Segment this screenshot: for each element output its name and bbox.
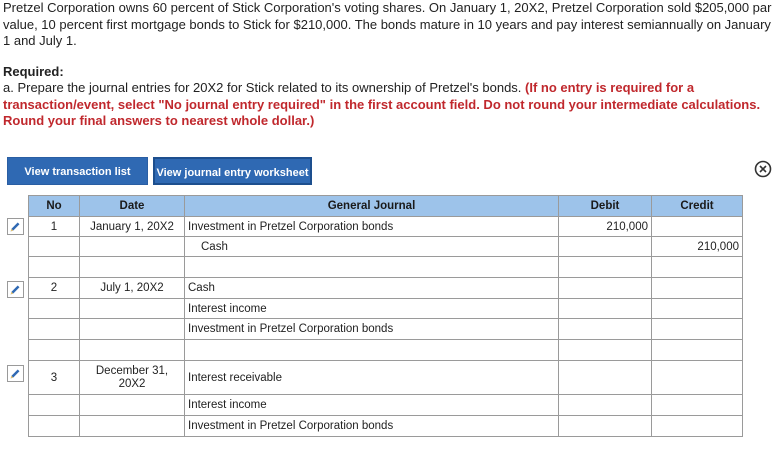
account-cell[interactable] xyxy=(185,257,559,278)
table-row xyxy=(29,361,743,395)
table-row xyxy=(29,217,743,237)
empty-cell xyxy=(29,319,80,340)
table-row xyxy=(29,416,743,437)
empty-cell xyxy=(80,416,185,437)
table-header-row xyxy=(29,196,743,217)
credit-cell[interactable] xyxy=(652,257,743,278)
table-row xyxy=(29,319,743,340)
pencil-icon[interactable] xyxy=(7,218,24,235)
credit-cell[interactable] xyxy=(652,278,743,299)
table-row xyxy=(29,340,743,361)
empty-cell xyxy=(29,237,80,257)
empty-cell xyxy=(80,299,185,319)
debit-cell[interactable] xyxy=(559,299,652,319)
pencil-icon[interactable] xyxy=(7,365,24,382)
table-row xyxy=(29,395,743,416)
entry-no: 2 xyxy=(29,278,80,299)
part-a-text xyxy=(3,80,779,130)
credit-cell[interactable] xyxy=(652,299,743,319)
credit-cell[interactable] xyxy=(652,416,743,437)
entry-date: January 1, 20X2 xyxy=(80,217,185,237)
required-label: Required: xyxy=(3,63,64,79)
credit-cell[interactable]: 210,000 xyxy=(652,237,743,257)
account-cell[interactable]: Investment in Pretzel Corporation bonds xyxy=(185,217,559,237)
part-a-question: a. Prepare the journal entries for 20X2 for Stick related to its ownership of Pretzel's bonds. xyxy=(3,80,522,95)
credit-cell[interactable] xyxy=(652,319,743,340)
account-cell[interactable]: Cash xyxy=(185,278,559,299)
entry-date: December 31, 20X2 xyxy=(80,361,185,395)
empty-cell xyxy=(80,319,185,340)
table-row xyxy=(29,278,743,299)
account-cell[interactable]: Interest income xyxy=(185,395,559,416)
empty-cell xyxy=(29,416,80,437)
account-cell[interactable]: Investment in Pretzel Corporation bonds xyxy=(185,319,559,340)
debit-cell[interactable] xyxy=(559,319,652,340)
credit-cell[interactable] xyxy=(652,217,743,237)
entry-no: 3 xyxy=(29,361,80,395)
account-cell[interactable]: Cash xyxy=(185,237,559,257)
problem-statement xyxy=(3,0,779,130)
empty-cell xyxy=(29,340,80,361)
credit-cell[interactable] xyxy=(652,395,743,416)
empty-cell xyxy=(80,340,185,361)
pencil-icon[interactable] xyxy=(7,281,24,298)
entry-no: 1 xyxy=(29,217,80,237)
view-journal-entry-worksheet-button[interactable]: View journal entry worksheet xyxy=(153,157,312,185)
general-journal-table xyxy=(28,195,743,437)
account-cell[interactable]: Investment in Pretzel Corporation bonds xyxy=(185,416,559,437)
view-transaction-list-button[interactable]: View transaction list xyxy=(7,157,148,185)
debit-cell[interactable] xyxy=(559,278,652,299)
table-row xyxy=(29,299,743,319)
debit-cell[interactable] xyxy=(559,395,652,416)
empty-cell xyxy=(29,257,80,278)
empty-cell xyxy=(29,395,80,416)
empty-cell xyxy=(80,237,185,257)
close-icon[interactable] xyxy=(754,160,772,178)
debit-cell[interactable] xyxy=(559,340,652,361)
debit-cell[interactable] xyxy=(559,361,652,395)
col-no: No xyxy=(29,196,80,217)
problem-intro: Pretzel Corporation owns 60 percent of Stick Corporation's voting shares. On January 1, 20X2, Pretzel Corporation sold $205,000 par value, 10 percent first mortgage bonds to Stick for $210,000. The bonds mature in 10 years and pay interest semiannually on January 1 and July 1. xyxy=(3,0,772,48)
debit-cell[interactable] xyxy=(559,416,652,437)
col-debit: Debit xyxy=(559,196,652,217)
account-cell[interactable]: Interest receivable xyxy=(185,361,559,395)
debit-cell[interactable] xyxy=(559,257,652,278)
col-date: Date xyxy=(80,196,185,217)
empty-cell xyxy=(80,395,185,416)
entry-date: July 1, 20X2 xyxy=(80,278,185,299)
table-row xyxy=(29,257,743,278)
col-general-journal: General Journal xyxy=(185,196,559,217)
account-cell[interactable] xyxy=(185,340,559,361)
debit-cell[interactable]: 210,000 xyxy=(559,217,652,237)
empty-cell xyxy=(80,257,185,278)
account-cell[interactable]: Interest income xyxy=(185,299,559,319)
debit-cell[interactable] xyxy=(559,237,652,257)
credit-cell[interactable] xyxy=(652,340,743,361)
instructions: (If no entry is required for a transaction/event, select "No journal entry required" in the first account field. Do not round your intermediate calculations. Round your final answers to nearest whole dollar.) xyxy=(3,80,761,128)
col-credit: Credit xyxy=(652,196,743,217)
credit-cell[interactable] xyxy=(652,361,743,395)
empty-cell xyxy=(29,299,80,319)
table-row xyxy=(29,237,743,257)
